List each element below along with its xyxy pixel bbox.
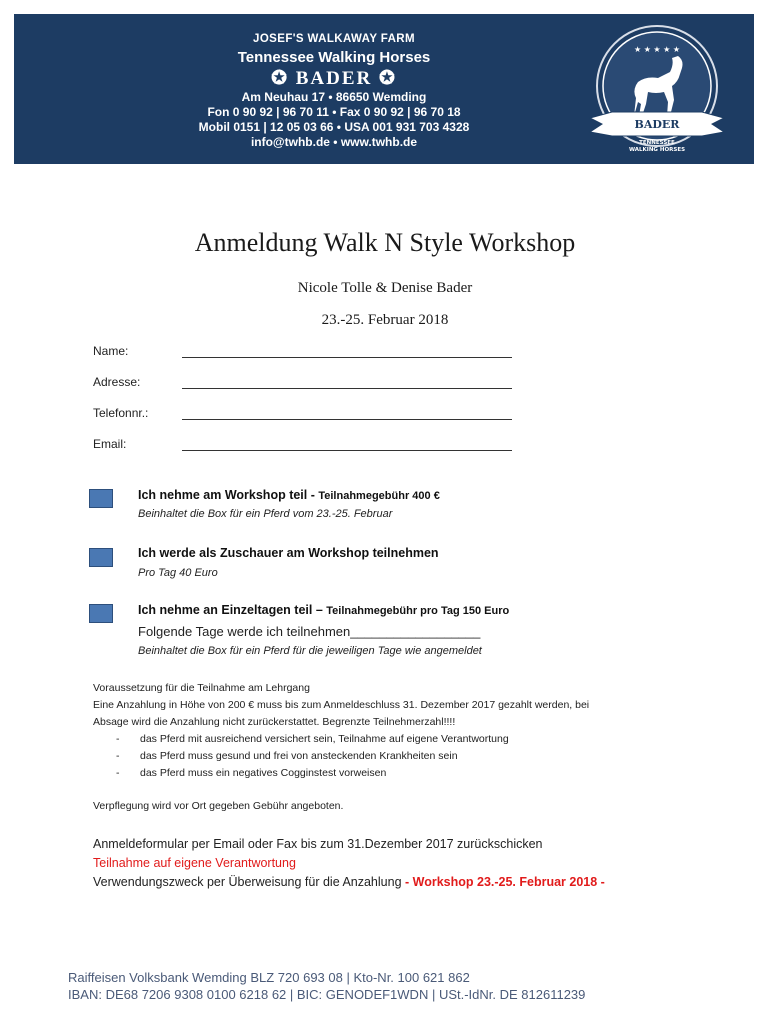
single-days-option-desc: Beinhaltet die Box für ein Pferd für die jeweiligen Tage wie angemeldet <box>138 645 482 657</box>
event-date: 23.-25. Februar 2018 <box>321 312 449 328</box>
bader-logo <box>572 20 742 160</box>
catering-note: Verpflegung wird vor Ort gegeben Gebühr angeboten. <box>93 800 344 812</box>
single-days-fee: Teilnahmegebühr pro Tag 150 Euro <box>326 605 510 617</box>
logo-name: BADER <box>634 118 680 131</box>
spectator-option-desc: Pro Tag 40 Euro <box>138 567 218 579</box>
bader-name: ✪ BADER ✪ <box>271 68 397 89</box>
own-risk-note: Teilnahme auf eigene Verantwortung <box>93 856 296 870</box>
workshop-checkbox[interactable] <box>89 489 113 508</box>
workshop-fee: Teilnahmegebühr 400 € <box>318 490 440 502</box>
bank-details-2: IBAN: DE68 7206 9308 0100 6218 62 | BIC: GENODEF1WDN | USt.-IdNr. DE 812611239 <box>68 987 586 1002</box>
spectator-option-title: Ich werde als Zuschauer am Workshop teilnehmen <box>138 546 439 560</box>
payment-reference-value: - Workshop 23.-25. Februar 2018 - <box>405 875 605 889</box>
spectator-checkbox[interactable] <box>89 548 113 567</box>
name-field[interactable] <box>182 357 512 358</box>
breed-name: Tennessee Walking Horses <box>237 49 431 66</box>
hosts: Nicole Tolle & Denise Bader <box>297 280 473 296</box>
payment-reference-label: Verwendungszweck per Überweisung für die Anzahlung <box>93 875 405 889</box>
condition-coggins: das Pferd muss ein negatives Cogginstest vorweisen <box>140 767 387 779</box>
address-field[interactable] <box>182 388 512 389</box>
address-line: Am Neuhau 17 • 86650 Wemding <box>241 90 427 104</box>
phone-label: Telefonnr.: <box>93 406 149 420</box>
single-days-checkbox[interactable] <box>89 604 113 623</box>
contact-line: info@twhb.de • www.twhb.de <box>250 135 418 149</box>
bullet-dash-2: - <box>116 750 120 762</box>
submission-note: Anmeldeformular per Email oder Fax bis zum 31.Dezember 2017 zurückschicken <box>93 837 543 851</box>
document-title: Anmeldung Walk N Style Workshop <box>194 228 576 257</box>
email-label: Email: <box>93 437 127 451</box>
mobile-line: Mobil 0151 | 12 05 03 66 • USA 001 931 703 4328 <box>198 120 470 134</box>
condition-insurance: das Pferd mit ausreichend versichert sein, Teilnahme auf eigene Verantwortung <box>140 733 509 745</box>
logo-stars: ★ ★ ★ ★ ★ <box>633 45 681 54</box>
bank-details-1: Raiffeisen Volksbank Wemding BLZ 720 693 08 | Kto-Nr. 100 621 862 <box>68 970 470 985</box>
workshop-option-desc: Beinhaltet die Box für ein Pferd vom 23.-25. Februar <box>138 508 393 520</box>
conditions-refund: Absage wird die Anzahlung nicht zurückerstattet. Begrenzte Teilnehmerzahl!!!! <box>93 716 456 728</box>
single-days-option-label: Ich nehme an Einzeltagen teil – <box>138 603 327 617</box>
phone-line: Fon 0 90 92 | 96 70 11 • Fax 0 90 92 | 96 70 18 <box>207 105 461 119</box>
single-days-field[interactable]: Folgende Tage werde ich teilnehmen__________________ <box>138 624 481 639</box>
condition-health: das Pferd muss gesund und frei von ansteckenden Krankheiten sein <box>140 750 458 762</box>
logo-sub2: WALKING HORSES <box>628 147 686 153</box>
conditions-heading: Voraussetzung für die Teilnahme am Lehrgang <box>93 682 310 694</box>
phone-field[interactable] <box>182 419 512 420</box>
bullet-dash-3: - <box>116 767 120 779</box>
letterhead-text <box>14 32 654 150</box>
workshop-option-label: Ich nehme am Workshop teil - <box>138 488 319 502</box>
name-label: Name: <box>93 344 129 358</box>
workshop-option-title <box>138 488 440 502</box>
single-days-option-title <box>138 603 509 617</box>
address-label: Adresse: <box>93 375 141 389</box>
conditions-deposit: Eine Anzahlung in Höhe von 200 € muss bis zum Anmeldeschluss 31. Dezember 2017 gezahlt werden, bei <box>93 699 590 711</box>
payment-reference <box>93 875 605 889</box>
logo-sub1: TENNESSEE <box>639 140 675 146</box>
letterhead-banner <box>14 14 754 164</box>
farm-name: JOSEF'S WALKAWAY FARM <box>253 33 415 45</box>
email-field[interactable] <box>182 450 512 451</box>
bullet-dash-1: - <box>116 733 120 745</box>
